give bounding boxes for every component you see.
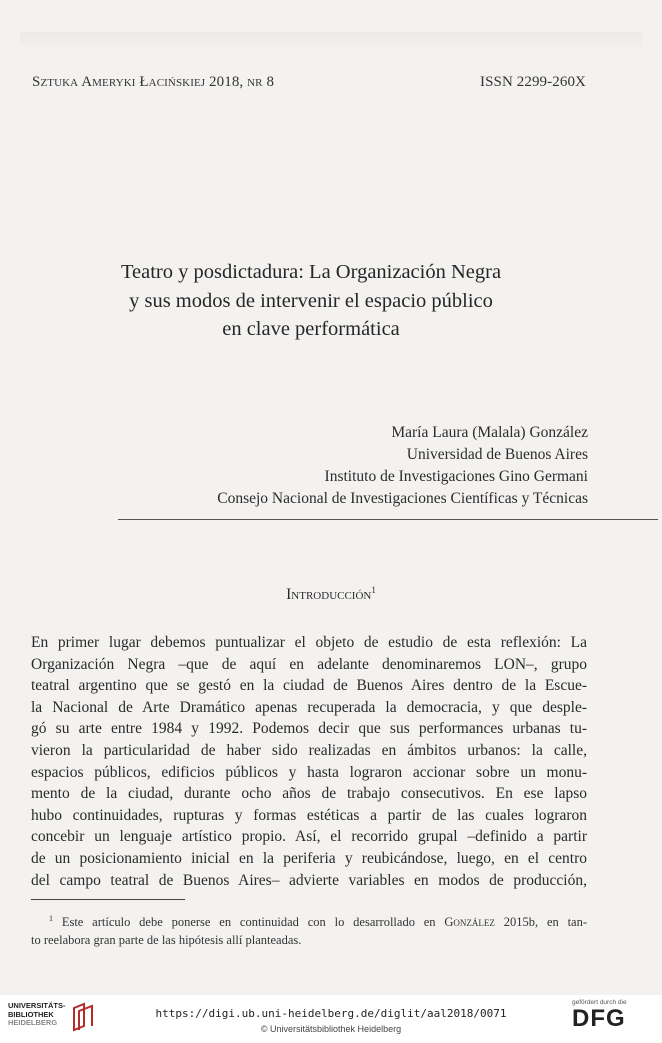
funder-name: DFG [572, 1005, 626, 1032]
title-line: y sus modos de intervenir el espacio público [129, 289, 493, 312]
text-line: teatral argentino que se gestó en la ciudad de Buenos Aires dentro de la Escue- [31, 677, 587, 695]
copyright-notice: © Universitätsbibliothek Heidelberg [260, 1024, 402, 1034]
author-name: María Laura (Malala) González [391, 424, 588, 441]
footnote-mark: 1 [49, 914, 53, 923]
footnote-line: $^1$ Este artículo debe ponerse en continuidad con lo desarrollado en González 2015b, en tan- [49, 914, 588, 929]
text-line: de un posicionamiento inicial en la periferia y reubicándose, luego, en el centro [31, 849, 587, 867]
affiliation-line: Consejo Nacional de Investigaciones Científicas y Técnicas [217, 490, 588, 507]
footnote [31, 910, 587, 949]
text-line: gó su arte entre 1984 y 1992. Podemos decir que sus performances urbanas tu- [31, 720, 587, 738]
journal-name: Sztuka Ameryki Łacińskiej 2018, nr 8 [32, 74, 275, 90]
title-divider [118, 519, 658, 520]
digitization-footer [0, 995, 662, 1043]
affiliation-line: Instituto de Investigaciones Gino Germani [324, 468, 588, 485]
section-heading-text: Introducción [286, 586, 372, 603]
section-heading [0, 585, 662, 604]
logo-text-line: BIBLIOTHEK [8, 1009, 54, 1019]
footnote-divider [31, 899, 185, 900]
text-line: hubo continuidades, rupturas y formas estéticas a partir de las cuales lograron [31, 806, 587, 824]
issn: ISSN 2299-260X [480, 74, 586, 90]
logo-text-line: HEIDELBERG [8, 1018, 58, 1027]
permalink[interactable]: https://digi.ub.uni-heidelberg.de/diglit/aal2018/0071 [155, 1007, 507, 1020]
text-line: espacios públicos, edificios públicos y hasta lograron accionar sobre un monu- [31, 763, 587, 781]
logo-text-line: UNIVERSITÄTS- [8, 1001, 66, 1010]
body-paragraph [31, 632, 587, 891]
text-line: la Nacional de Arte Dramático apenas recuperada la democracia, y que desple- [31, 698, 587, 716]
funder-note: gefördert durch die [572, 999, 627, 1006]
funder-logo[interactable] [572, 999, 652, 1032]
title-line: Teatro y posdictadura: La Organización Negra [120, 261, 502, 283]
text-line: vieron la particularidad de haber sido realizadas en ámbitos urbanos: la calle, [31, 741, 587, 759]
text-line: Organización Negra –que de aquí en adelante denominaremos LON–, grupo [31, 655, 587, 673]
footnote-line: to reelabora gran parte de las hipótesis allí planteadas. [31, 933, 302, 947]
text-line: concebir un lenguaje artístico propio. Así, el recorrido grupal –definido a partir [31, 828, 587, 846]
footnote-reference[interactable]: 1 [371, 585, 376, 595]
bleed-through-shadow [20, 32, 642, 46]
text-line: del campo teatral de Buenos Aires– advierte variables en modos de producción, [31, 871, 587, 889]
affiliation-line: Universidad de Buenos Aires [406, 446, 588, 463]
running-header [32, 74, 586, 91]
author-affiliations [217, 422, 588, 510]
cited-author: González [444, 915, 495, 929]
article-title [40, 258, 582, 344]
title-line: en clave performática [222, 318, 400, 340]
text-line: mento de la ciudad, durante ocho años de trabajo consecutivos. En ese lapso [31, 785, 587, 803]
text-line: En primer lugar debemos puntualizar el objeto de estudio de esta reflexión: La [31, 634, 587, 651]
